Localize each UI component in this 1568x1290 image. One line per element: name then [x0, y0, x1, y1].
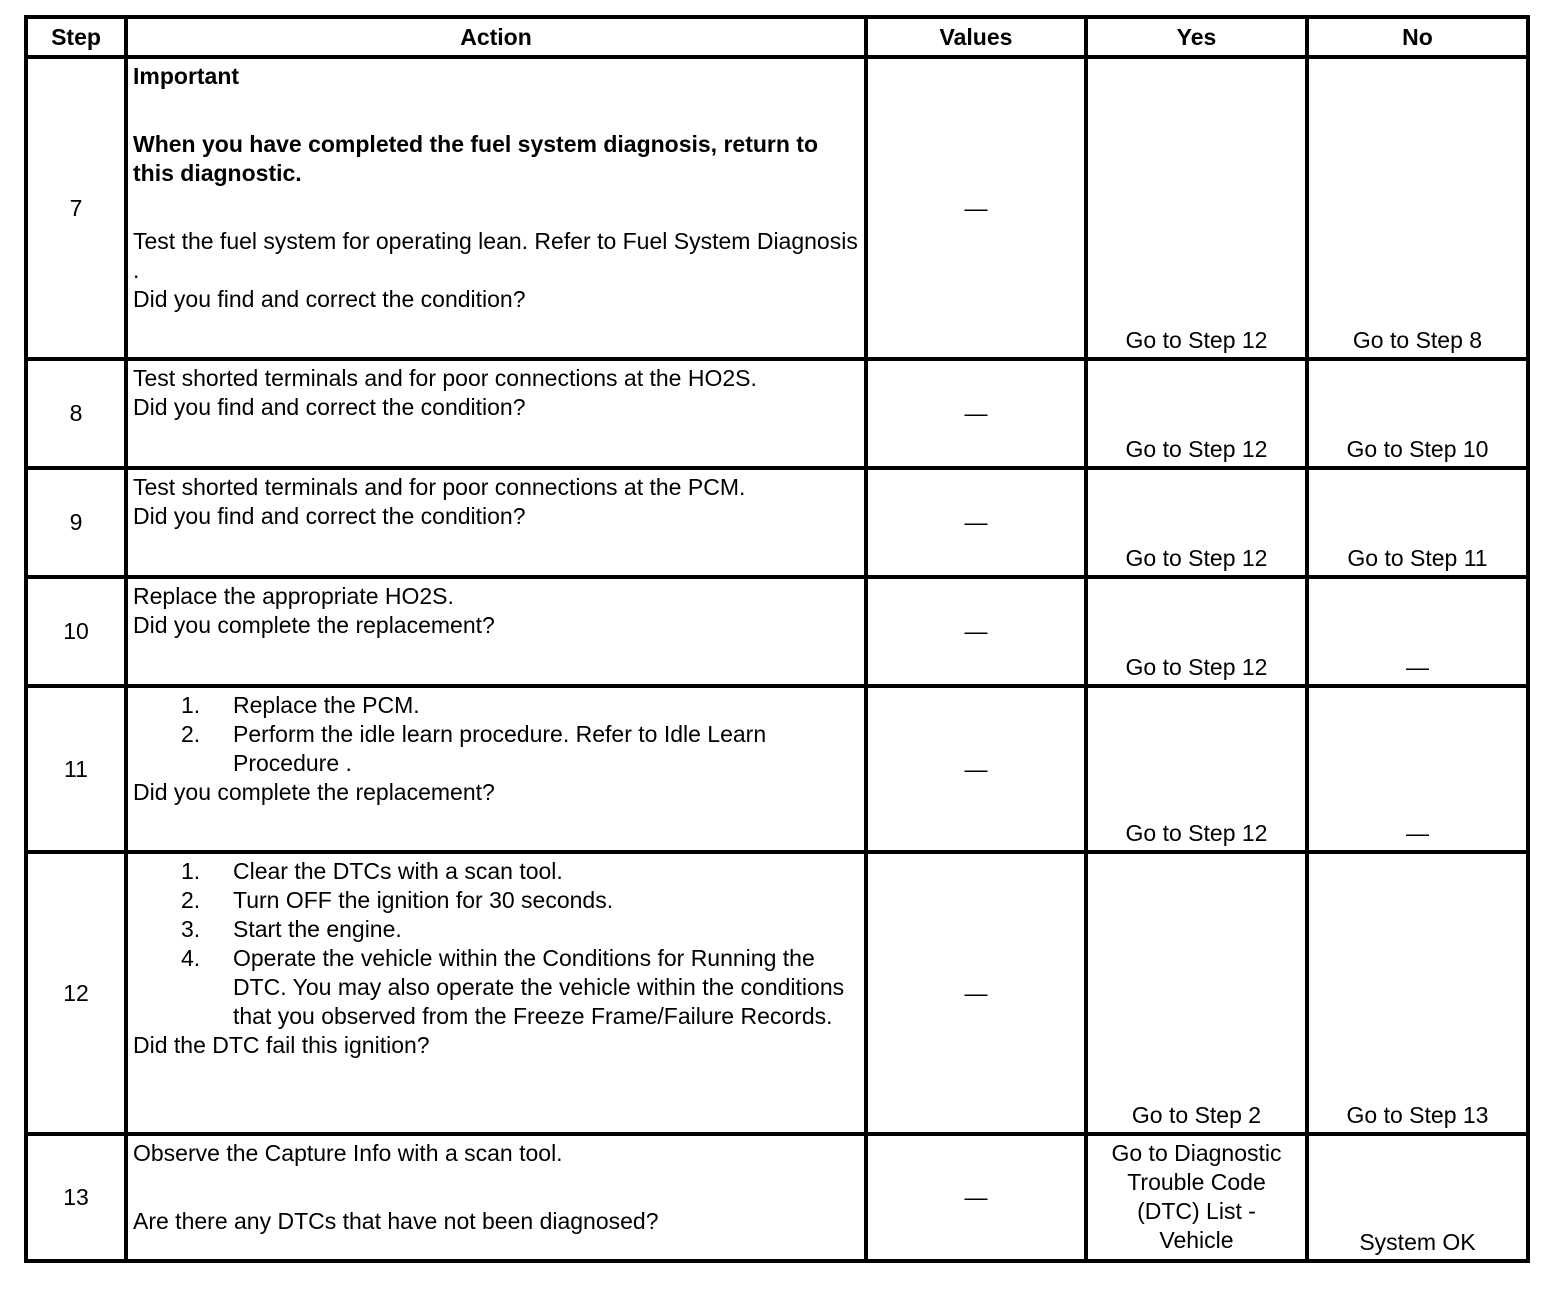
instruction-text: Replace the appropriate HO2S.	[133, 583, 454, 609]
action-cell	[126, 57, 866, 359]
instruction-text: Test shorted terminals and for poor connections at the PCM.	[133, 474, 746, 500]
list-item: 1. Clear the DTCs with a scan tool.	[181, 858, 563, 884]
table-row-step-13	[26, 1134, 1528, 1261]
question-text: Did you find and correct the condition?	[133, 503, 526, 529]
question-text: Did you complete the replacement?	[133, 779, 495, 805]
yes-link[interactable]: Go to Step 12	[1086, 577, 1307, 686]
list-item: 4. Operate the vehicle within the Conditions for Running the DTC. You may also operate the vehicle within the conditions that you observed from the Freeze Frame/Failure Records.	[181, 945, 845, 1029]
values-cell: —	[866, 359, 1086, 468]
no-link[interactable]: Go to Step 10	[1307, 359, 1528, 468]
step-number: 13	[26, 1134, 126, 1261]
no-link[interactable]: Go to Step 13	[1307, 852, 1528, 1134]
list-item: 2. Turn OFF the ignition for 30 seconds.	[181, 887, 614, 913]
values-cell: —	[866, 852, 1086, 1134]
no-link[interactable]: Go to Step 11	[1307, 468, 1528, 577]
values-cell: —	[866, 577, 1086, 686]
yes-link[interactable]: Go to Step 12	[1086, 468, 1307, 577]
table-row-step-11	[26, 686, 1528, 852]
header-row	[26, 17, 1528, 57]
important-text: When you have completed the fuel system diagnosis, return to this diagnostic.	[133, 131, 819, 186]
table-row-step-9	[26, 468, 1528, 577]
yes-link[interactable]: Go to Step 12	[1086, 686, 1307, 852]
action-cell	[126, 1134, 866, 1261]
values-cell: —	[866, 468, 1086, 577]
yes-link[interactable]: Go to Step 2	[1086, 852, 1307, 1134]
step-number: 7	[26, 57, 126, 359]
list-item: 1. Replace the PCM.	[181, 692, 420, 718]
important-label: Important	[133, 63, 240, 89]
table-row-step-12	[26, 852, 1528, 1134]
question-text: Did the DTC fail this ignition?	[133, 1032, 430, 1058]
step-number: 9	[26, 468, 126, 577]
values-cell: —	[866, 57, 1086, 359]
no-link[interactable]: Go to Step 8	[1307, 57, 1528, 359]
action-cell	[126, 359, 866, 468]
values-cell: —	[866, 1134, 1086, 1261]
step-number: 12	[26, 852, 126, 1134]
instruction-text: Test shorted terminals and for poor connections at the HO2S.	[133, 365, 757, 391]
header-values: Values	[866, 17, 1086, 57]
procedure-list	[133, 857, 858, 1031]
action-cell	[126, 686, 866, 852]
yes-link[interactable]: Go to Diagnostic Trouble Code (DTC) List - Vehicle	[1086, 1134, 1307, 1261]
yes-link[interactable]: Go to Step 12	[1086, 57, 1307, 359]
list-item: 2. Perform the idle learn procedure. Refer to Idle Learn Procedure .	[181, 721, 767, 776]
action-cell	[126, 468, 866, 577]
question-text: Are there any DTCs that have not been diagnosed?	[133, 1208, 659, 1234]
header-yes: Yes	[1086, 17, 1307, 57]
instruction-text: Observe the Capture Info with a scan tool.	[133, 1140, 563, 1166]
step-number: 8	[26, 359, 126, 468]
question-text: Did you find and correct the condition?	[133, 286, 526, 312]
table-row-step-10	[26, 577, 1528, 686]
table-row-step-8	[26, 359, 1528, 468]
question-text: Did you complete the replacement?	[133, 612, 495, 638]
step-number: 10	[26, 577, 126, 686]
header-action: Action	[126, 17, 866, 57]
yes-link[interactable]: Go to Step 12	[1086, 359, 1307, 468]
procedure-list	[133, 691, 858, 778]
question-text: Did you find and correct the condition?	[133, 394, 526, 420]
table-row-step-7	[26, 57, 1528, 359]
no-cell: —	[1307, 686, 1528, 852]
action-cell	[126, 577, 866, 686]
no-cell: System OK	[1307, 1134, 1528, 1261]
instruction-text: Test the fuel system for operating lean. Refer to Fuel System Diagnosis .	[133, 228, 858, 283]
header-step: Step	[26, 17, 126, 57]
values-cell: —	[866, 686, 1086, 852]
step-number: 11	[26, 686, 126, 852]
no-cell: —	[1307, 577, 1528, 686]
header-no: No	[1307, 17, 1528, 57]
action-cell	[126, 852, 866, 1134]
list-item: 3. Start the engine.	[181, 916, 402, 942]
diagnostic-table	[24, 15, 1530, 1263]
